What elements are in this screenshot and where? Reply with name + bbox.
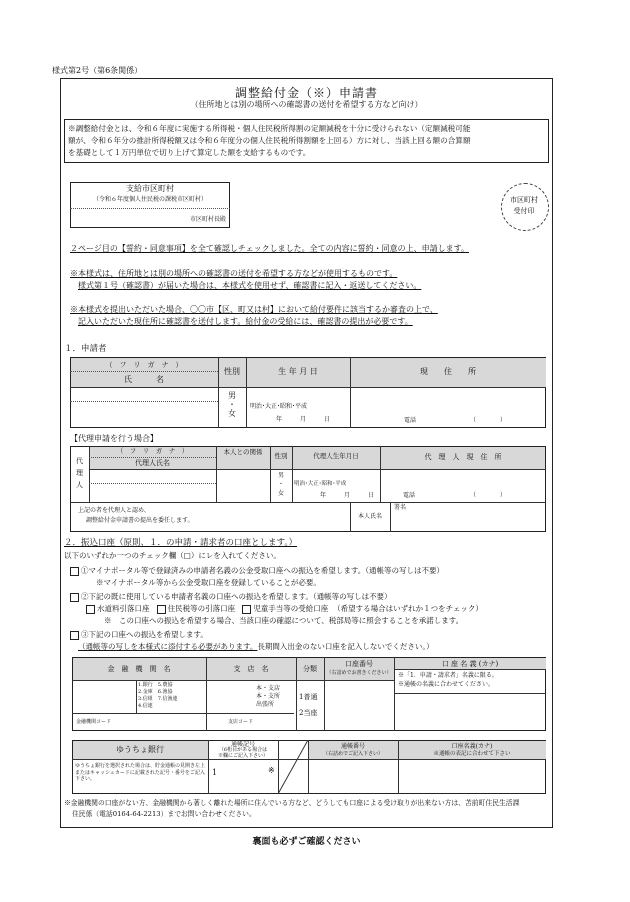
usage-note-1: ※本様式は、住所地とは別の場所への確認書の送付を希望する方などが使用するものです。 — [70, 269, 398, 278]
yucho-holder-sub: ※通帳の表記に合わせて下さい — [433, 751, 511, 757]
proxy-phone-label: 電話 — [403, 492, 416, 499]
sex-female[interactable]: 女 — [228, 409, 236, 418]
proxy-phone-paren[interactable]: （ ） — [470, 492, 507, 499]
ordinary-account[interactable]: 1普通 — [299, 693, 318, 701]
form-subtitle: （住所地とは別の場所への確認書の送付を希望する方など向け） — [190, 100, 423, 109]
account-holder-note-2: ※通帳の名義に合わせてください。 — [398, 681, 495, 688]
proxy-era-options[interactable]: 明治･大正･昭和･平成 — [294, 481, 347, 487]
review-note-1: ※本様式を提出いただいた場合、〇〇市【区、町又は村】において給付要件に該当するか審査の上で、 — [70, 305, 438, 314]
furigana-header: （ フ リ ガ ナ ） — [105, 361, 183, 369]
proxy-furigana-header: （ フ リ ガ ナ ） — [116, 447, 189, 455]
account-holder-note-1: ※「1．申請・請求者」名義に限る。 — [398, 672, 498, 679]
definition-note-line-1: ※調整給付金とは、令和６年度に実施する所得税・個人住民税所得割の定額減税を十分に受けられない（定額減税可能 — [68, 124, 471, 133]
proxy-dob-ymd: 年 月 日 — [320, 492, 375, 499]
stamp-line-2: 受付印 — [513, 207, 535, 215]
addressee-mayor: 市区町村長殿 — [190, 216, 227, 223]
dob-ymd: 年 月 日 — [276, 416, 331, 423]
yucho-number-sub: （右詰めでご記入下さい） — [322, 751, 383, 757]
proxy-heading: 【代理申請を行う場合】 — [70, 434, 158, 443]
option-2-items: 水道料引落口座 住民税等の引落口座 児童手当等の受給口座 （希望する場合はいずれか１つをチェック） — [86, 604, 483, 614]
resident-tax-checkbox[interactable] — [157, 605, 166, 614]
water-fee-checkbox[interactable] — [86, 605, 95, 614]
proxy-sex-dot: ・ — [277, 481, 284, 488]
account-number-sub: （右詰めでお書きください） — [326, 670, 392, 676]
footer-bold-note: 裏面も必ずご確認ください — [252, 837, 361, 847]
section-2-heading: ２．振込口座（原則、１．の申請・請求者の口座とします。） — [64, 538, 298, 548]
delegate-line-2: 調整給付金申請書の提出を委任します。 — [86, 517, 194, 524]
sex-male[interactable]: 男 — [228, 391, 236, 400]
era-options[interactable]: 明治･大正･昭和･平成 — [250, 403, 308, 410]
option-3[interactable]: ③下記の口座への振込を希望します。 — [70, 630, 208, 640]
proxy-address-header: 代 理 人 現 住 所 — [424, 453, 502, 461]
definition-note-line-2: 額が、令和６年分の推計所得税額又は令和６年度分の個人住民税所得割額を上回る）方に対し、当該上回る額の合算額 — [68, 136, 471, 145]
review-note-2: 記入いただいた現住所に確認書を送付します。給付金の受給には、確認書の提出が必要です。 — [78, 317, 413, 326]
proxy-sex-male[interactable]: 男 — [277, 472, 284, 479]
addressee-subtitle: （令和６年度個人住民税の課税市区町村） — [92, 196, 207, 203]
account-type-header: 分類 — [303, 665, 317, 673]
principal-name-label: 本人氏名 — [357, 513, 382, 520]
yucho-number-header: 通帳番号 — [340, 743, 365, 750]
address-header: 現 住 所 — [420, 367, 476, 376]
yucho-bank-name: ゆうちょ銀行 — [116, 745, 164, 754]
yucho-symbol-prefix: 1 — [212, 768, 218, 777]
proxy-sex-header: 性別 — [274, 452, 288, 460]
account-number-header: 口座番号 — [345, 660, 373, 668]
option-2-checkbox[interactable] — [70, 593, 79, 602]
yucho-left-note: ゆうちょ銀行を選択された場合は、貯金通帳の見開き左上またはキャッシュカードに記載された記号・番号をご記入下さい。 — [75, 763, 206, 782]
option-2-note: ※ この口座への振込を希望する場合、当該口座の確認について、税部局等に照会することを承諾します。 — [104, 616, 464, 625]
phone-label: 電話 — [404, 417, 417, 424]
option-3-note: （通帳等の写しを本様式に添付する必要があります。長期間入出金のない口座を記入しないでください。） — [78, 642, 434, 651]
branch-kind-3[interactable]: 出張所 — [256, 701, 275, 708]
addressee-title: 支給市区町村 — [126, 184, 174, 193]
bank-code-label: 金融機関コード — [76, 719, 112, 725]
option-3-checkbox[interactable] — [70, 631, 79, 640]
account-holder-header: 口 座 名 義 (カナ) — [441, 660, 499, 668]
yucho-diagonal — [278, 740, 308, 794]
bank-kind-4[interactable]: 4.信連 — [138, 703, 153, 709]
dob-header: 生 年 月 日 — [278, 367, 318, 376]
branch-kind-2[interactable]: 本・支所 — [256, 693, 281, 700]
definition-note-line-3: を基礎として１万円単位で切り上げて算定した額を支給するものです。 — [68, 148, 311, 157]
proxy-dob-header: 代理人生年月日 — [313, 452, 359, 460]
sex-header: 性別 — [224, 367, 240, 376]
proxy-side-1: 代 — [76, 457, 83, 465]
bank-name-header: 金 融 機 関 名 — [107, 665, 171, 673]
name-header: 氏 名 — [124, 375, 164, 384]
option-1-checkbox[interactable] — [70, 567, 79, 576]
footer-note-1: ※金融機関の口座がない方、金融機関から著しく離れた場所に住んでいる方など、どうしても口座による受け取りが出来ない方は、苫前町住民生活課 — [64, 799, 520, 807]
yucho-holder-header: 口座名義(カナ) — [451, 743, 493, 750]
stamp-line-1: 市区町村 — [510, 196, 538, 204]
current-account[interactable]: 2当座 — [299, 709, 318, 717]
sex-dot: ・ — [228, 400, 236, 409]
proxy-sex-female[interactable]: 女 — [277, 490, 284, 497]
yucho-symbol-header: 通帳記号 — [230, 741, 255, 748]
option-2[interactable]: ②下記の既に使用している申請者名義の口座への振込を希望します。（通帳等の写しは不要） — [70, 592, 392, 602]
bank-kind-2[interactable]: 2.金庫 6.漁協 — [138, 689, 173, 695]
yucho-symbol-sub-1: （6桁目がある場合は — [218, 747, 268, 753]
bank-kind-1[interactable]: 1.銀行 5.農協 — [138, 682, 173, 688]
delegate-line-1: 上記の者を代理人と認め、 — [78, 507, 150, 514]
form-title: 調整給付金（※）申請書 — [234, 86, 378, 100]
bank-kind-3[interactable]: 3.信組 7.信漁連 — [138, 696, 178, 702]
proxy-side-3: 人 — [76, 481, 83, 489]
option-1-note: ※マイナポータル等から公金受取口座を登録していることが必要。 — [96, 578, 321, 587]
form-number: 様式第2号（第6条関係） — [52, 66, 143, 75]
proxy-side-2: 理 — [76, 469, 83, 477]
consent-instruction: ２ページ目の【誓約・同意事項】を全て確認しチェックしました。全ての内容に誓約・同意の上、申請します。 — [70, 244, 469, 253]
branch-kind-1[interactable]: 本・支店 — [256, 685, 281, 692]
section-1-heading: １．申請者 — [64, 344, 107, 354]
section-2-lead: 以下のいずれか一つのチェック欄（□）にレを入れてください。 — [64, 551, 281, 560]
branch-code-label: 支店コード — [228, 719, 254, 725]
yucho-symbol-sub-2: ※欄にご記入下さい） — [217, 753, 268, 759]
footer-note-2: 住民係（電話0164-64-2213）までお問い合わせください。 — [72, 810, 256, 818]
signature-label: 署名 — [394, 504, 407, 511]
usage-note-2: 様式第１号（確認書）が届いた場合は、本様式を使用せず、確認書に記入・返送してください。 — [78, 281, 422, 290]
proxy-relation-header: 本人との関係 — [223, 448, 263, 456]
phone-paren[interactable]: （ ） — [470, 417, 507, 424]
proxy-name-header: 代理人氏名 — [135, 459, 170, 467]
branch-name-header: 支 店 名 — [233, 665, 269, 673]
yucho-asterisk: ※ — [268, 766, 275, 775]
option-1[interactable]: ①マイナポータル等で登録済みの申請者名義の公金受取口座への振込を希望します。（通帳等の写しは不要） — [70, 566, 444, 576]
child-allowance-checkbox[interactable] — [242, 605, 251, 614]
